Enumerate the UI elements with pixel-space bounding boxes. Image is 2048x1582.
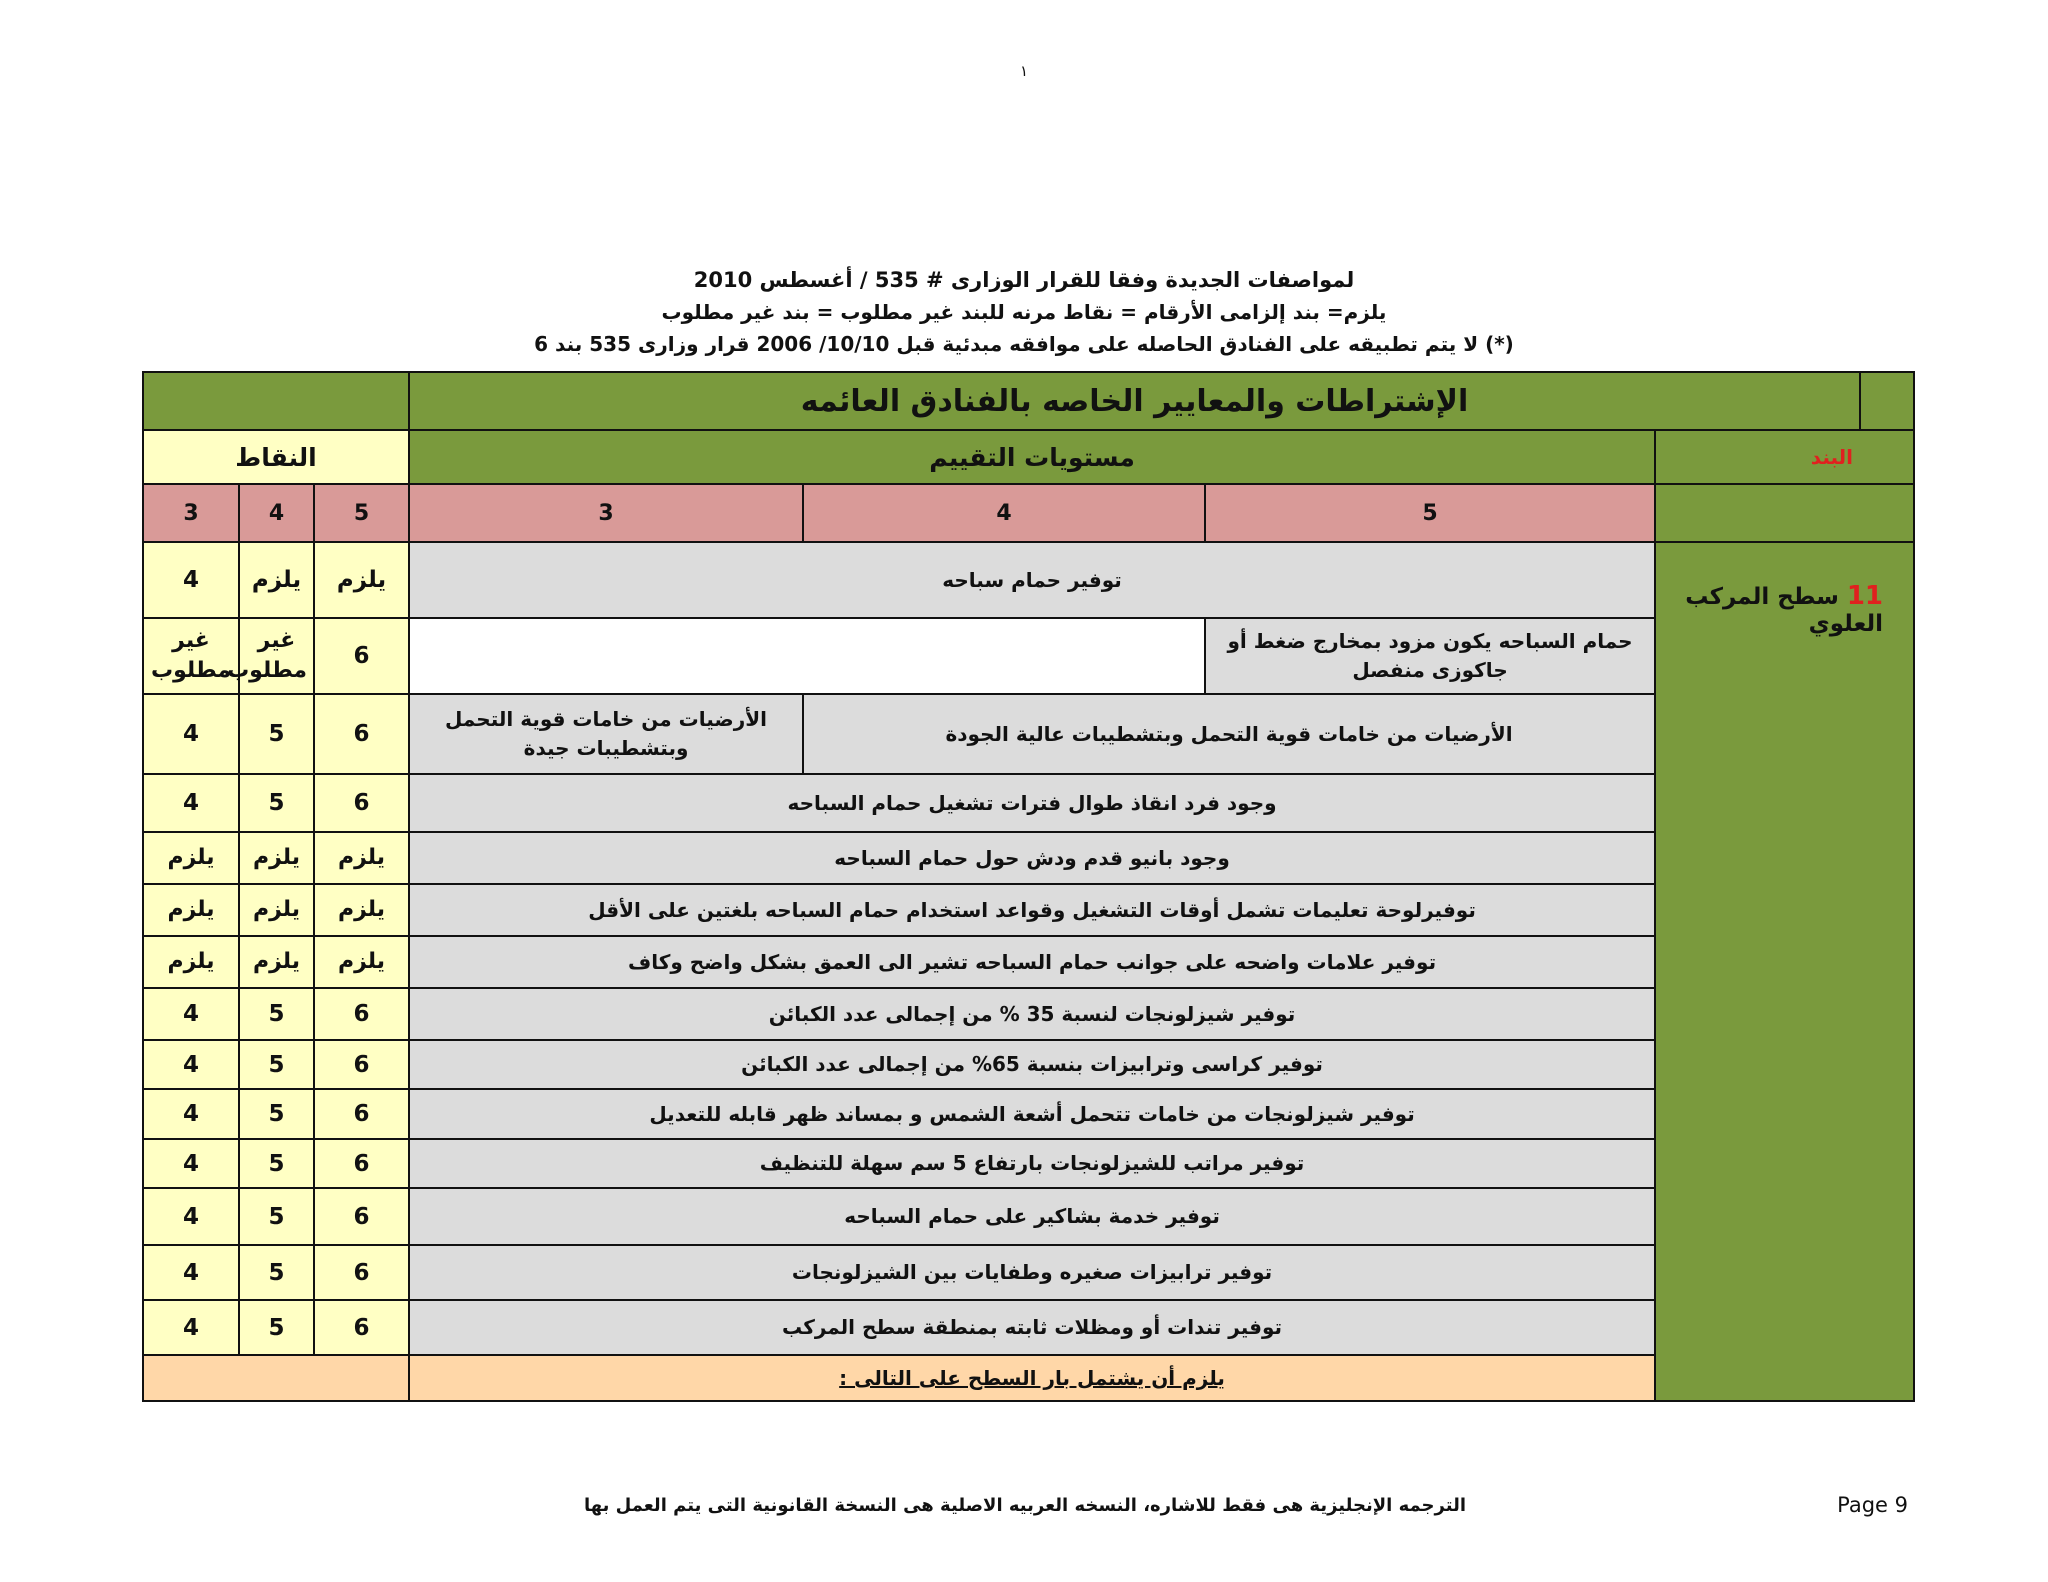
requirement-text: توفير علامات واضحه على جوانب حمام السباحه تشير الى العمق بشكل واضح وكاف [409,936,1655,988]
points-5: 6 [314,1300,409,1355]
points-4: 5 [239,694,314,774]
requirement-text: وجود فرد انقاذ طوال فترات تشغيل حمام السباحه [409,774,1655,832]
points-4: 5 [239,1245,314,1300]
requirement-text-level-5: حمام السباحه يكون مزود بمخارج ضغط أو جاكوزى منفصل [1205,618,1655,694]
requirement-text: توفير تندات أو ومظلات ثابته بمنطقة سطح المركب [409,1300,1655,1355]
points-4: 5 [239,1040,314,1089]
points-3: 4 [143,542,239,618]
points-3: 4 [143,988,239,1040]
table-row [143,1089,1914,1139]
table-row [143,832,1914,884]
points-4: 5 [239,988,314,1040]
table-row [143,694,1914,774]
points-5: يلزم [314,884,409,936]
points-3: 4 [143,1139,239,1188]
levels-header: مستويات التقييم [409,430,1655,484]
requirement-text: وجود بانيو قدم ودش حول حمام السباحه [409,832,1655,884]
points-5: يلزم [314,542,409,618]
section-label [1655,542,1914,1401]
requirement-text: توفير خدمة بشاكير على حمام السباحه [409,1188,1655,1245]
table-row [143,1040,1914,1089]
points-5: يلزم [314,936,409,988]
points-col-5: 5 [314,484,409,542]
table-row [143,1139,1914,1188]
requirement-text: توفير مراتب للشيزلونجات بارتفاع 5 سم سهلة للتنظيف [409,1139,1655,1188]
points-header: النقاط [143,430,409,484]
points-5: يلزم [314,832,409,884]
points-4: يلزم [239,884,314,936]
level-col-3: 3 [409,484,803,542]
page-number: Page 9 [1837,1493,1908,1517]
points-5: 6 [314,1245,409,1300]
points-col-3: 3 [143,484,239,542]
band-col-blank [1655,484,1914,542]
section-number: 11 [1846,581,1884,611]
points-3: 4 [143,1300,239,1355]
table-row [143,618,1914,694]
points-4: 5 [239,1139,314,1188]
requirement-text-level-3: الأرضيات من خامات قوية التحمل وبتشطيبات جيدة [409,694,803,774]
requirement-text: توفير شيزلونجات من خامات تتحمل أشعة الشمس و بمساند ظهر قابله للتعديل [409,1089,1655,1139]
points-5: 6 [314,988,409,1040]
requirement-text: توفيرلوحة تعليمات تشمل أوقات التشغيل وقواعد استخدام حمام السباحه بلغتين على الأقل [409,884,1655,936]
table-row [143,936,1914,988]
title-right-blank [1860,372,1914,430]
points-5: 6 [314,618,409,694]
section-name: سطح المركب العلوي [1685,584,1884,637]
standards-table [142,371,1915,1402]
points-4: 5 [239,1300,314,1355]
points-5: 6 [314,1040,409,1089]
points-3: يلزم [143,832,239,884]
points-col-4: 4 [239,484,314,542]
points-3: يلزم [143,884,239,936]
table-row [143,1245,1914,1300]
level-col-4: 4 [803,484,1205,542]
points-4: 5 [239,774,314,832]
points-3: 4 [143,774,239,832]
points-5: 6 [314,774,409,832]
points-5: 6 [314,1139,409,1188]
header-line-3: (*) لا يتم تطبيقه على الفنادق الحاصله على موافقه مبدئية قبل 10/10/ 2006 قرار وزارى 535 بند 6 [534,332,1514,356]
table-row [143,1300,1914,1355]
table-row [143,988,1914,1040]
points-3: 4 [143,1188,239,1245]
points-3: 4 [143,694,239,774]
requirement-empty [409,618,1205,694]
table-row [143,884,1914,936]
table-row [143,774,1914,832]
requirement-text: توفير شيزلونجات لنسبة 35 % من إجمالى عدد الكبائن [409,988,1655,1040]
table-title: الإشتراطات والمعايير الخاصه بالفنادق العائمه [409,372,1860,430]
table-row [143,1188,1914,1245]
page-marker: ١ [1019,62,1029,80]
table-row [143,542,1914,618]
table-row [143,1355,1914,1401]
points-4: 5 [239,1089,314,1139]
footer-note: الترجمه الإنجليزية هى فقط للاشاره، النسخه العربيه الاصلية هى النسخة القانونية التى يتم العمل بها [583,1495,1467,1516]
points-3: يلزم [143,936,239,988]
requirement-text: توفير حمام سباحه [409,542,1655,618]
points-3: 4 [143,1089,239,1139]
points-4: يلزم [239,542,314,618]
level-col-5: 5 [1205,484,1655,542]
requirement-text: توفير كراسى وترابيزات بنسبة 65% من إجمالى عدد الكبائن [409,1040,1655,1089]
points-5: 6 [314,1089,409,1139]
points-4: يلزم [239,936,314,988]
points-3: 4 [143,1040,239,1089]
header-line-2: يلزم= بند إلزامى الأرقام = نقاط مرنه للبند غير مطلوب = بند غير مطلوب [661,300,1387,324]
points-4: 5 [239,1188,314,1245]
header-line-1: لمواصفات الجديدة وفقا للقرار الوزارى # 535 / أغسطس 2010 [693,268,1355,292]
points-4: يلزم [239,832,314,884]
points-5: 6 [314,1188,409,1245]
requirement-text-level-5-4: الأرضيات من خامات قوية التحمل وبتشطيبات عالية الجودة [803,694,1655,774]
bar-requirement: يلزم أن يشتمل بار السطح على التالى : [409,1355,1655,1401]
title-left-blank [143,372,409,430]
points-5: 6 [314,694,409,774]
bar-points-blank [143,1355,409,1401]
points-3: غير مطلوب [143,618,239,694]
points-4: غير مطلوب [239,618,314,694]
band-header: البند [1655,430,1914,484]
requirement-text: توفير ترابيزات صغيره وطفايات بين الشيزلونجات [409,1245,1655,1300]
points-3: 4 [143,1245,239,1300]
